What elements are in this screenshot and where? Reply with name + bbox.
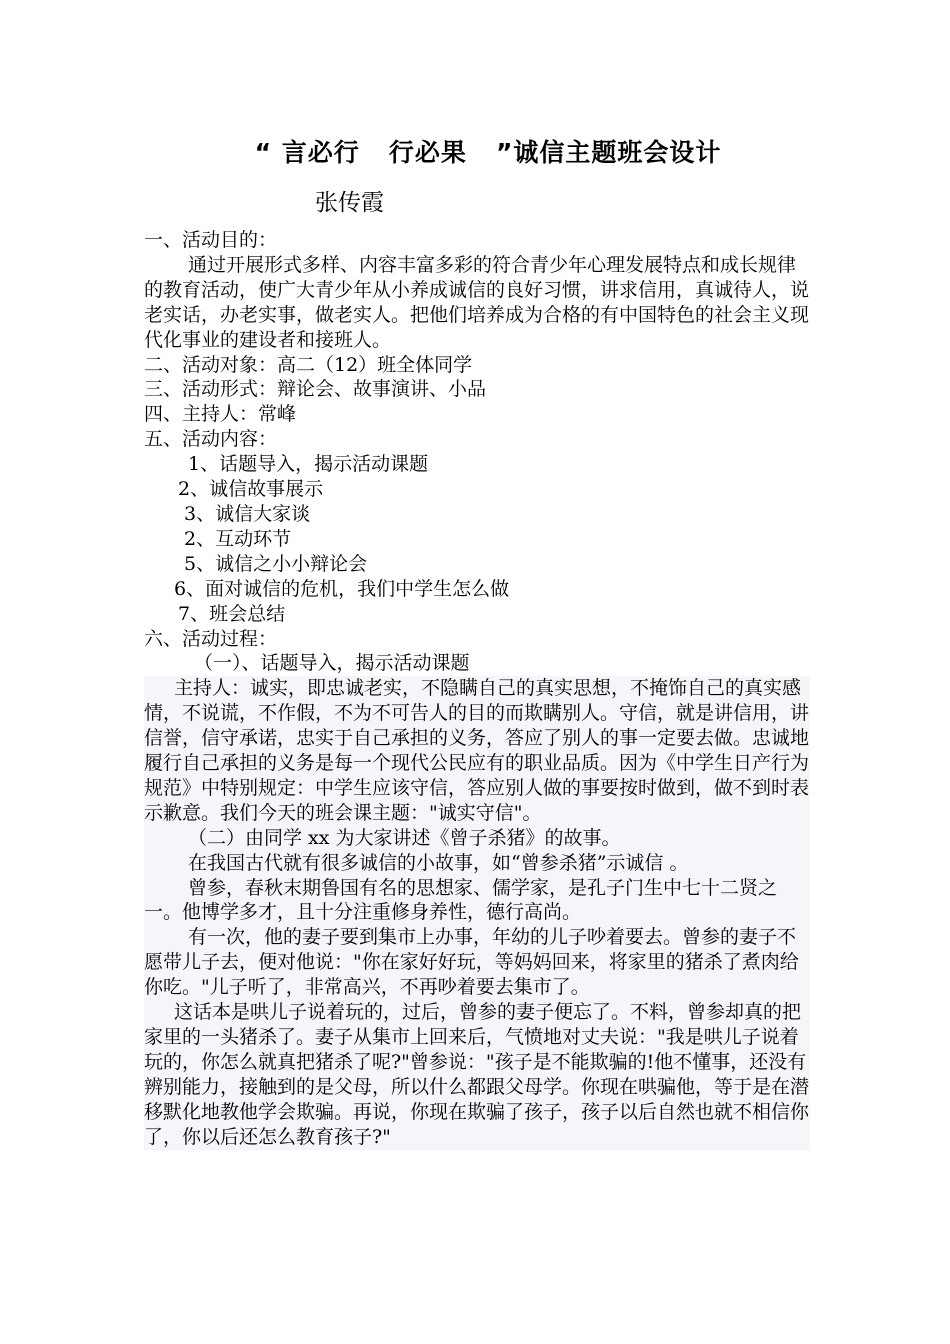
zengshen-bio-paragraph: 曾参，春秋末期鲁国有名的思想家、儒学家，是孔子门生中七十二贤之一。他博学多才，且十分注重修身养性，德行高尚。 [144, 876, 778, 924]
author-name: 张传霞 [315, 190, 384, 216]
content-item-4: 2、互动环节 [184, 527, 292, 550]
story-paragraph-1: 有一次，他的妻子要到集市上办事，年幼的儿子吵着要去。曾参的妻子不愿带儿子去，便对他说："你在家好好玩，等妈妈回来，将家里的猪杀了煮肉给你吃。"儿子听了，非常高兴，不再吵着要去集市了。 [144, 926, 799, 999]
content-item-7: 7、班会总结 [178, 602, 286, 625]
section-format: 三、活动形式：辩论会、故事演讲、小品 [144, 378, 487, 401]
content-item-1: 1、话题导入，揭示活动课题 [188, 453, 429, 476]
section-target: 二、活动对象：高二（12）班全体同学 [144, 353, 473, 376]
section-heading-purpose: 一、活动目的： [144, 229, 278, 251]
document-body [144, 228, 810, 1150]
purpose-paragraph: 通过开展形式多样、内容丰富多彩的符合青少年心理发展特点和成长规律的教育活动，使广大青少年从小养成诚信的良好习惯，讲求信用，真诚待人，说老实话，办老实事，做老实人。把他们培养成为合格的有中国特色的社会主义现代化事业的建设者和接班人。 [144, 253, 810, 351]
shaded-text-block [144, 676, 810, 1149]
process-subheading-2: （二）由同学 xx 为大家讲述《曾子杀猪》的故事。 [188, 826, 621, 849]
content-item-2: 2、诚信故事展示 [178, 478, 324, 501]
content-item-6: 6、面对诚信的危机，我们中学生怎么做 [174, 577, 510, 600]
section-host: 四、主持人：常峰 [144, 403, 297, 426]
host-paragraph: 主持人：诚实，即忠诚老实，不隐瞒自己的真实思想，不掩饰自己的真实感情，不说谎，不作假，不为不可告人的目的而欺瞒别人。守信，就是讲信用，讲信誉，信守承诺，忠实于自己承担的义务，答应了别人的事一定要去做。忠诚地履行自己承担的义务是每一个现代公民应有的职业品质。因为《中学生日产行为规范》中特别规定：中学生应该守信，答应别人做的事要按时做到，做不到时表示歉意。我们今天的班会课主题："诚实守信"。 [144, 677, 810, 824]
story-paragraph-2: 这话本是哄儿子说着玩的，过后，曾参的妻子便忘了。不料，曾参却真的把家里的一头猪杀了。妻子从集市上回来后，气愤地对丈夫说："我是哄儿子说着玩的，你怎么就真把猪杀了呢?"曾参说："孩子是不能欺骗的!他不懂事，还没有辨别能力，接触到的是父母，所以什么都跟父母学。你现在哄骗他，等于是在潜移默化地教他学会欺骗。再说，你现在欺骗了孩子，孩子以后自然也就不相信你了，你以后还怎么教育孩子?" [144, 1001, 810, 1148]
process-subheading-1: （一）、话题导入，揭示活动课题 [194, 652, 470, 675]
content-item-3: 3、诚信大家谈 [184, 502, 311, 525]
content-item-5: 5、诚信之小小辩论会 [184, 552, 368, 575]
section-heading-process: 六、活动过程： [144, 627, 278, 650]
section-heading-content: 五、活动内容： [144, 428, 278, 451]
story-intro-paragraph: 在我国古代就有很多诚信的小故事，如“曾参杀猪”示诚信 。 [188, 851, 689, 874]
document-title: “ 言必行 行必果 ”诚信主题班会设计 [254, 138, 722, 167]
